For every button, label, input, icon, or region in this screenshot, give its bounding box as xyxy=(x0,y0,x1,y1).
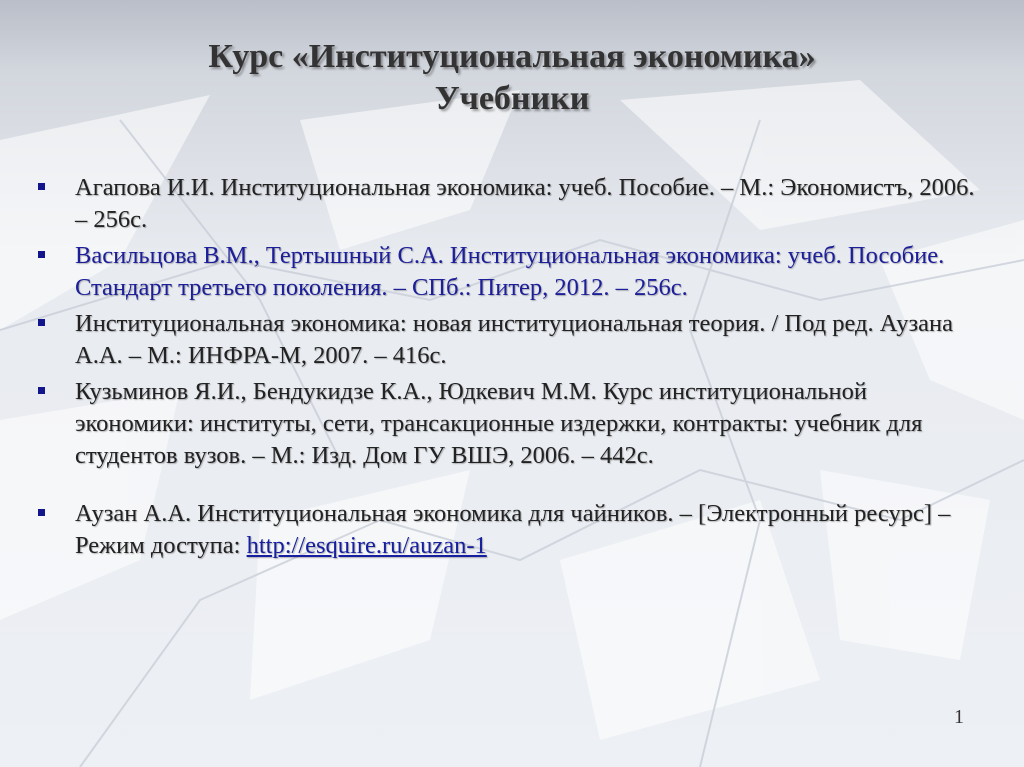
item-text: Васильцова В.М., Тертышный С.А. Институциональная экономика: учеб. Пособие. Стандарт третьего поколения. – СПб.: Питер, 2012. – 256с. xyxy=(75,242,945,301)
bibliography-list xyxy=(30,172,990,566)
page-number: 1 xyxy=(954,706,964,728)
item-text: Аузан А.А. Институциональная экономика для чайников. – [Электронный ресурс] – Режим доступа: xyxy=(75,500,951,559)
title-line-2: Учебники xyxy=(434,80,590,117)
title-line-1: Курс «Институциональная экономика» xyxy=(208,38,816,75)
bullet-icon xyxy=(38,319,45,326)
bullet-icon xyxy=(38,251,45,258)
list-item xyxy=(30,498,990,562)
item-text: Кузьминов Я.И., Бендукидзе К.А., Юдкевич М.М. Курс институциональной экономики: институты, сети, трансакционные издержки, контракты: учебник для студентов вузов. – М.: Изд. Дом ГУ ВШЭ, 2006. – 442с. xyxy=(75,378,923,469)
list-item xyxy=(30,376,990,472)
item-text: Институциональная экономика: новая институциональная теория. / Под ред. Аузана А.А. – М.: ИНФРА-М, 2007. – 416с. xyxy=(75,310,953,369)
bullet-icon xyxy=(38,509,45,516)
bullet-icon xyxy=(38,183,45,190)
bullet-icon xyxy=(38,387,45,394)
list-item xyxy=(30,308,990,372)
item-text: Агапова И.И. Институциональная экономика: учеб. Пособие. – М.: Экономистъ, 2006. – 256с. xyxy=(75,174,975,233)
resource-link[interactable]: http://esquire.ru/auzan-1 xyxy=(246,532,487,559)
list-item xyxy=(30,240,990,304)
slide-title xyxy=(0,36,1024,120)
list-item xyxy=(30,172,990,236)
